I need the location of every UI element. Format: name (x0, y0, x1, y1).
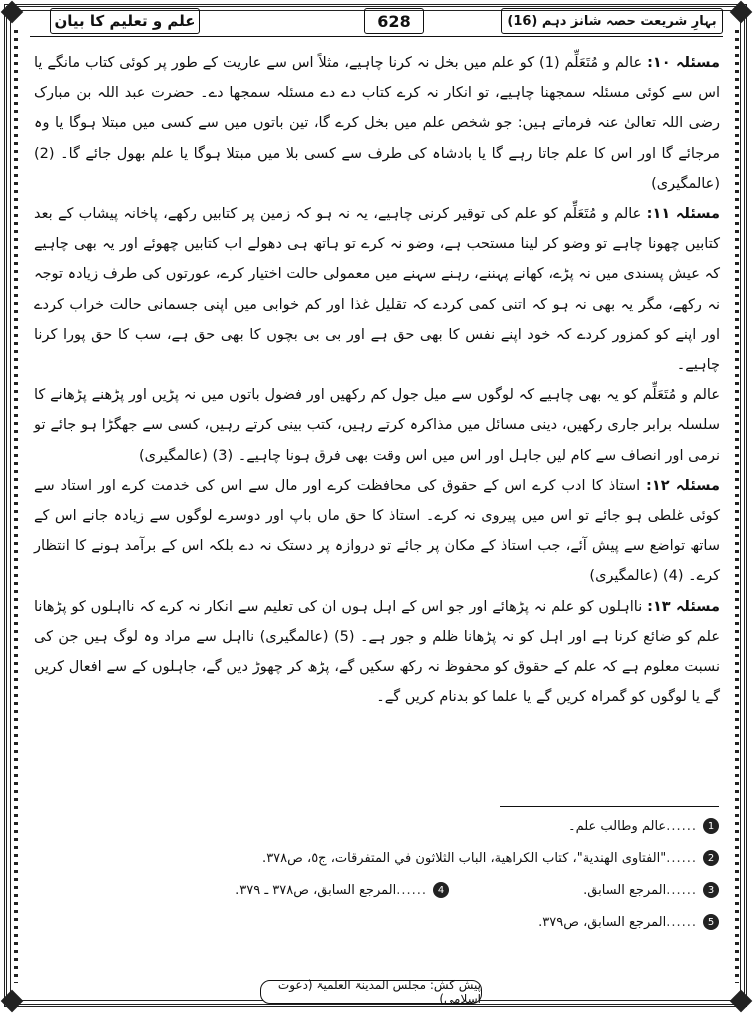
footnote-text: المرجع السابق. (583, 882, 667, 898)
footnote-dots: ...... (396, 882, 427, 898)
book-title: بہارِ شریعت حصہ شانز دہم (16) (501, 8, 723, 34)
paragraph-text: عالم و مُتَعَلِّم (1) کو علم میں بخل نہ کرنا چاہیے، مثلاً اس سے عاریت کے طور پر کوئی کتاب مانگے یا اس سے کوئی مسئلہ سمجھنا چاہیے، تو انکار نہ کرے کتاب دے دے مسئلہ سمجھا دے۔ حضرت عبد اللہ بن مبارک رضی اللہ تعالیٰ عنہ فرماتے ہیں: جو شخص علم میں بخل کرے گا، تین باتوں میں سے کسی میں مبتلا ہوگا یا وہ مرجائے گا اور اس کا علم جاتا رہے گا یا بادشاہ کی طرف سے کسی بلا میں مبتلا ہوگا یا علم بھول جائے گا۔ (2) (عالمگیری) (34, 55, 720, 192)
paragraph (34, 592, 720, 713)
paragraph-text: نااہلوں کو علم نہ پڑھائے اور جو اس کے اہل ہوں ان کی تعلیم سے انکار نہ کرے کہ نااہلوں کو پڑھانا علم کو ضائع کرنا ہے اور اہل کو نہ پڑھانا ظلم و جور ہے۔ (5) (عالمگیری) نااہل سے مراد وہ لوگ ہیں جن کی نسبت معلوم ہے کہ علم کے حقوق کو محفوظ نہ رکھ سکیں گے، پڑھ کر چھوڑ دیں گے، جاہلوں کے سے افعال کریں گے یا لوگوں کو گمراہ کریں گے یا علما کو بدنام کریں گے۔ (34, 598, 720, 706)
footnote-text: المرجع السابق، ص٣٧٩. (538, 914, 667, 930)
page-header (30, 8, 723, 38)
masala-label: مسئلہ ۱۰: (647, 55, 721, 71)
footnote-dots: ...... (666, 882, 697, 898)
footnote-text: المرجع السابق، ص٣٧٨ ـ ٣٧٩. (235, 882, 397, 898)
footnote-number: 4 (433, 882, 449, 898)
paragraph-text: عالم و مُتَعَلِّم کو علم کی توقیر کرنی چاہیے، یہ نہ ہو کہ زمین پر کتابیں رکھے، پاخانہ پیشاب کے بعد کتابیں چھونا چاہے تو وضو کر لینا مستحب ہے، وضو نہ کرے تو ہاتھ ہی دھولے اب کتابیں چھوئے اور یہ بھی چاہیے کہ عیش پسندی میں نہ پڑے، کھانے پہننے، رہنے سہنے میں معمولی حالت اختیار کرے، عورتوں کی طرف زیادہ توجہ نہ رکھے، مگر یہ بھی نہ ہو کہ اتنی کمی کردے کہ تقلیل غذا اور کم خوابی میں اپنی جسمانی حالت خراب کردے اور اپنے کو کمزور کردے کہ خود اپنے نفس کا بھی حق ہے اور بی بی بچوں کا بھی حق ہے، سب کا حق پورا کرنا چاہیے۔ (34, 206, 720, 374)
header-rule (30, 36, 723, 37)
footnote (568, 818, 719, 834)
page-number: 628 (364, 8, 424, 34)
footnote-number: 3 (703, 882, 719, 898)
masala-label: مسئلہ ۱۱: (646, 206, 720, 223)
masala-label: مسئلہ ۱۲: (646, 477, 720, 494)
publisher-footer: پیش کش: مجلس المدینۃ العلمیۃ (دعوت اسلامی) (260, 980, 482, 1004)
footnote-separator (500, 806, 719, 807)
footnote-number: 1 (703, 818, 719, 834)
footnote-dots: ...... (666, 850, 697, 866)
footnote-dots: ...... (666, 914, 697, 930)
main-text (34, 48, 720, 712)
footnote (235, 882, 449, 898)
paragraph (34, 471, 720, 592)
footnote-dots: ...... (666, 818, 697, 834)
footnote-number: 5 (703, 914, 719, 930)
masala-label: مسئلہ ۱۳: (647, 598, 721, 615)
footnote (583, 882, 719, 898)
paragraph (34, 199, 720, 380)
footnote-number: 2 (703, 850, 719, 866)
footnote (262, 850, 719, 866)
footnote (538, 914, 719, 930)
side-ornament (14, 30, 18, 983)
footnote-text: "الفتاوى الهندية"، كتاب الكراهية، الباب الثلاثون في المتفرقات، ج٥، ص٣٧٨. (262, 850, 667, 866)
footnote-text: عالم وطالب علم۔ (567, 818, 667, 834)
paragraph-text: استاذ کا ادب کرے اس کے حقوق کی محافظت کرے اور مال سے اس کی خدمت کرے اور استاد سے کوئی غلطی ہو جائے تو اس میں پیروی نہ کرے۔ استاذ کا حق ماں باپ اور دوسرے لوگوں سے زیادہ جانے اس کے ساتھ تواضع سے پیش آئے، جب استاذ کے مکان پر جائے تو دروازہ پر دستک نہ دے بلکہ اس کے برآمد ہونے کا انتظار کرے۔ (4) (عالمگیری) (34, 477, 720, 585)
chapter-title: علم و تعلیم کا بیان (50, 8, 200, 34)
paragraph (34, 380, 720, 471)
side-ornament (735, 30, 739, 983)
paragraph-text: عالم و مُتَعَلِّم کو یہ بھی چاہیے کہ لوگوں سے میل جول کم رکھیں اور فضول باتوں میں نہ پڑیں اور پڑھنے پڑھانے کا سلسلہ برابر جاری رکھیں، دینی مسائل میں مذاکرہ کرتے رہیں، کتب بینی کرتے رہیں، کسی سے جھگڑا ہو جائے تو نرمی اور انصاف سے کام لیں جاہل اور اس میں اس وقت بھی فرق ہونا چاہیے۔ (3) (عالمگیری) (34, 387, 720, 464)
paragraph (34, 48, 720, 199)
